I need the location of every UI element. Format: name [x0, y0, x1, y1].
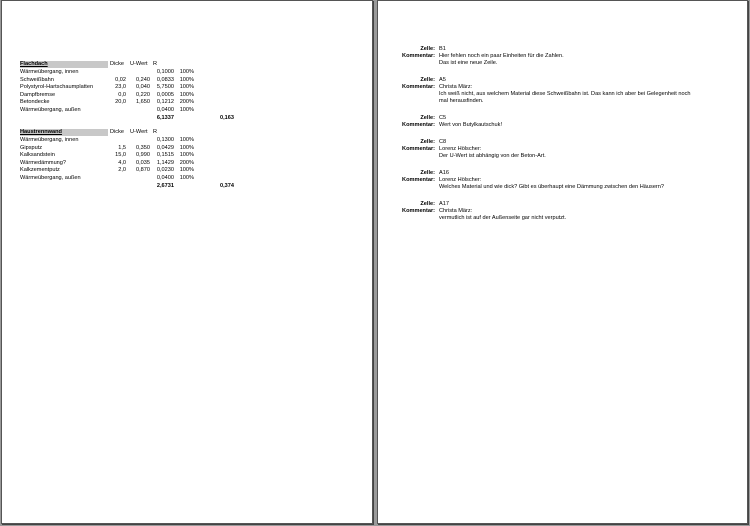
row-percent: 200%: [179, 159, 194, 166]
row-dicke: 20,0: [115, 99, 126, 106]
row-percent: 100%: [179, 107, 194, 113]
comment-text-line: Ich weiß nicht, aus welchem Material diese Schweißbahn ist. Das kann ich aber bei Gelegenheit noch: [439, 91, 691, 97]
comment-cell-ref: A17: [439, 201, 449, 207]
comment-label: Kommentar:: [402, 84, 435, 90]
row-r: 0,1300: [156, 137, 174, 143]
comment-label: Kommentar:: [402, 53, 435, 59]
comment-cell-ref: C5: [439, 115, 447, 121]
comment-cell-label: Zelle:: [420, 115, 435, 121]
row-percent: 100%: [179, 91, 194, 98]
column-header-r: R: [153, 61, 158, 67]
row-u-wert: 0,240: [136, 76, 150, 83]
row-name: Gipsputz: [20, 144, 43, 151]
row-name: Kalksandstein: [20, 152, 55, 159]
row-percent: 100%: [179, 167, 194, 174]
row-dicke: 0,02: [115, 76, 126, 83]
row-dicke: 2,0: [118, 167, 126, 174]
print-preview-page-2: [377, 0, 748, 524]
comment-text-line: Christa März:: [439, 208, 473, 214]
row-name: Kalkzementputz: [20, 167, 60, 174]
comment-text-line: Lorenz Hölscher:: [439, 146, 482, 152]
comment-cell-label: Zelle:: [420, 139, 435, 145]
comment-text-line: Das ist eine neue Zeile.: [439, 60, 498, 66]
comment-cell-ref: C8: [439, 139, 447, 145]
row-name: Dampfbremse: [20, 91, 56, 98]
row-percent: 100%: [179, 152, 194, 159]
comment-label: Kommentar:: [402, 177, 435, 183]
table-title: Haustrennwand: [20, 129, 62, 135]
row-r: 0,0230: [156, 167, 174, 174]
row-name: Schweißbahn: [20, 76, 54, 83]
row-u-wert: 0,040: [136, 84, 150, 91]
comment-cell-ref: B1: [439, 46, 446, 52]
column-header-dicke: Dicke: [110, 129, 124, 135]
total-r: 6,1337: [156, 114, 174, 121]
row-dicke: 1,5: [118, 144, 126, 151]
row-percent: 100%: [179, 137, 194, 143]
comment-label: Kommentar:: [402, 122, 435, 128]
row-r: 5,7500: [156, 84, 174, 91]
row-r: 0,0833: [156, 76, 174, 83]
comment-cell-label: Zelle:: [420, 46, 435, 52]
table-title: Flachdach: [20, 61, 48, 67]
row-name: Wärmeübergang, außen: [20, 175, 81, 181]
comment-text-line: Wert von Butylkautschuk!: [439, 122, 503, 128]
row-dicke: 15,0: [115, 152, 126, 159]
row-percent: 100%: [179, 76, 194, 83]
row-r: 0,1515: [156, 152, 174, 159]
comment-label: Kommentar:: [402, 146, 435, 152]
comment-cell-label: Zelle:: [420, 77, 435, 83]
comment-text-line: Lorenz Hölscher:: [439, 177, 482, 183]
row-u-wert: 1,650: [136, 99, 150, 106]
row-percent: 100%: [179, 175, 194, 181]
print-preview-page-1: [1, 0, 373, 524]
row-r: 0,1000: [156, 69, 174, 75]
total-u-wert: 0,374: [220, 182, 234, 189]
comment-cell-label: Zelle:: [420, 201, 435, 207]
comment-text-line: Christa März:: [439, 84, 473, 90]
row-r: 0,0429: [156, 144, 174, 151]
column-header-r: R: [153, 129, 158, 135]
comment-cell-ref: A16: [439, 170, 449, 176]
total-u-wert: 0,163: [220, 114, 234, 121]
row-name: Polystyrol-Hartschaumplatten: [20, 84, 94, 91]
row-percent: 100%: [179, 69, 194, 75]
comment-text-line: Der U-Wert ist abhängig von der Beton-Art.: [439, 153, 546, 159]
column-header-u-wert: U-Wert: [130, 61, 148, 67]
comment-cell-label: Zelle:: [420, 170, 435, 176]
row-u-wert: 0,350: [136, 144, 150, 151]
row-dicke: 0,0: [118, 91, 126, 98]
row-r: 0,0400: [156, 175, 174, 181]
row-r: 1,1429: [156, 159, 174, 166]
row-name: Wärmeübergang, außen: [20, 107, 81, 113]
row-name: Wärmeübergang, innen: [20, 137, 79, 143]
comment-cell-ref: A5: [439, 77, 446, 83]
row-dicke: 23,0: [115, 84, 126, 91]
comment-text-line: mal herausfinden.: [439, 98, 484, 104]
row-name: Betondecke: [20, 99, 50, 106]
row-r: 0,1212: [156, 99, 174, 106]
row-dicke: 4,0: [118, 159, 126, 166]
row-r: 0,0400: [156, 107, 174, 113]
row-name: Wärmedämmung?: [20, 159, 67, 166]
comment-text-line: vermutlich ist auf der Außenseite gar nicht verputzt.: [439, 215, 567, 221]
row-u-wert: 0,035: [136, 159, 150, 166]
row-u-wert: 0,220: [136, 91, 150, 98]
row-u-wert: 0,870: [136, 167, 150, 174]
row-u-wert: 0,990: [136, 152, 150, 159]
row-percent: 100%: [179, 144, 194, 151]
total-r: 2,6731: [156, 182, 174, 189]
column-header-u-wert: U-Wert: [130, 129, 148, 135]
row-percent: 100%: [179, 84, 194, 91]
comment-text-line: Welches Material und wie dick? Gibt es überhaupt eine Dämmung zwischen den Häusern?: [439, 184, 665, 190]
row-r: 0,0005: [156, 91, 174, 98]
comment-text-line: Hier fehlen noch ein paar Einheiten für die Zahlen.: [439, 53, 564, 59]
row-percent: 200%: [179, 99, 194, 106]
comment-label: Kommentar:: [402, 208, 435, 214]
row-name: Wärmeübergang, innen: [20, 69, 79, 75]
column-header-dicke: Dicke: [110, 61, 124, 67]
